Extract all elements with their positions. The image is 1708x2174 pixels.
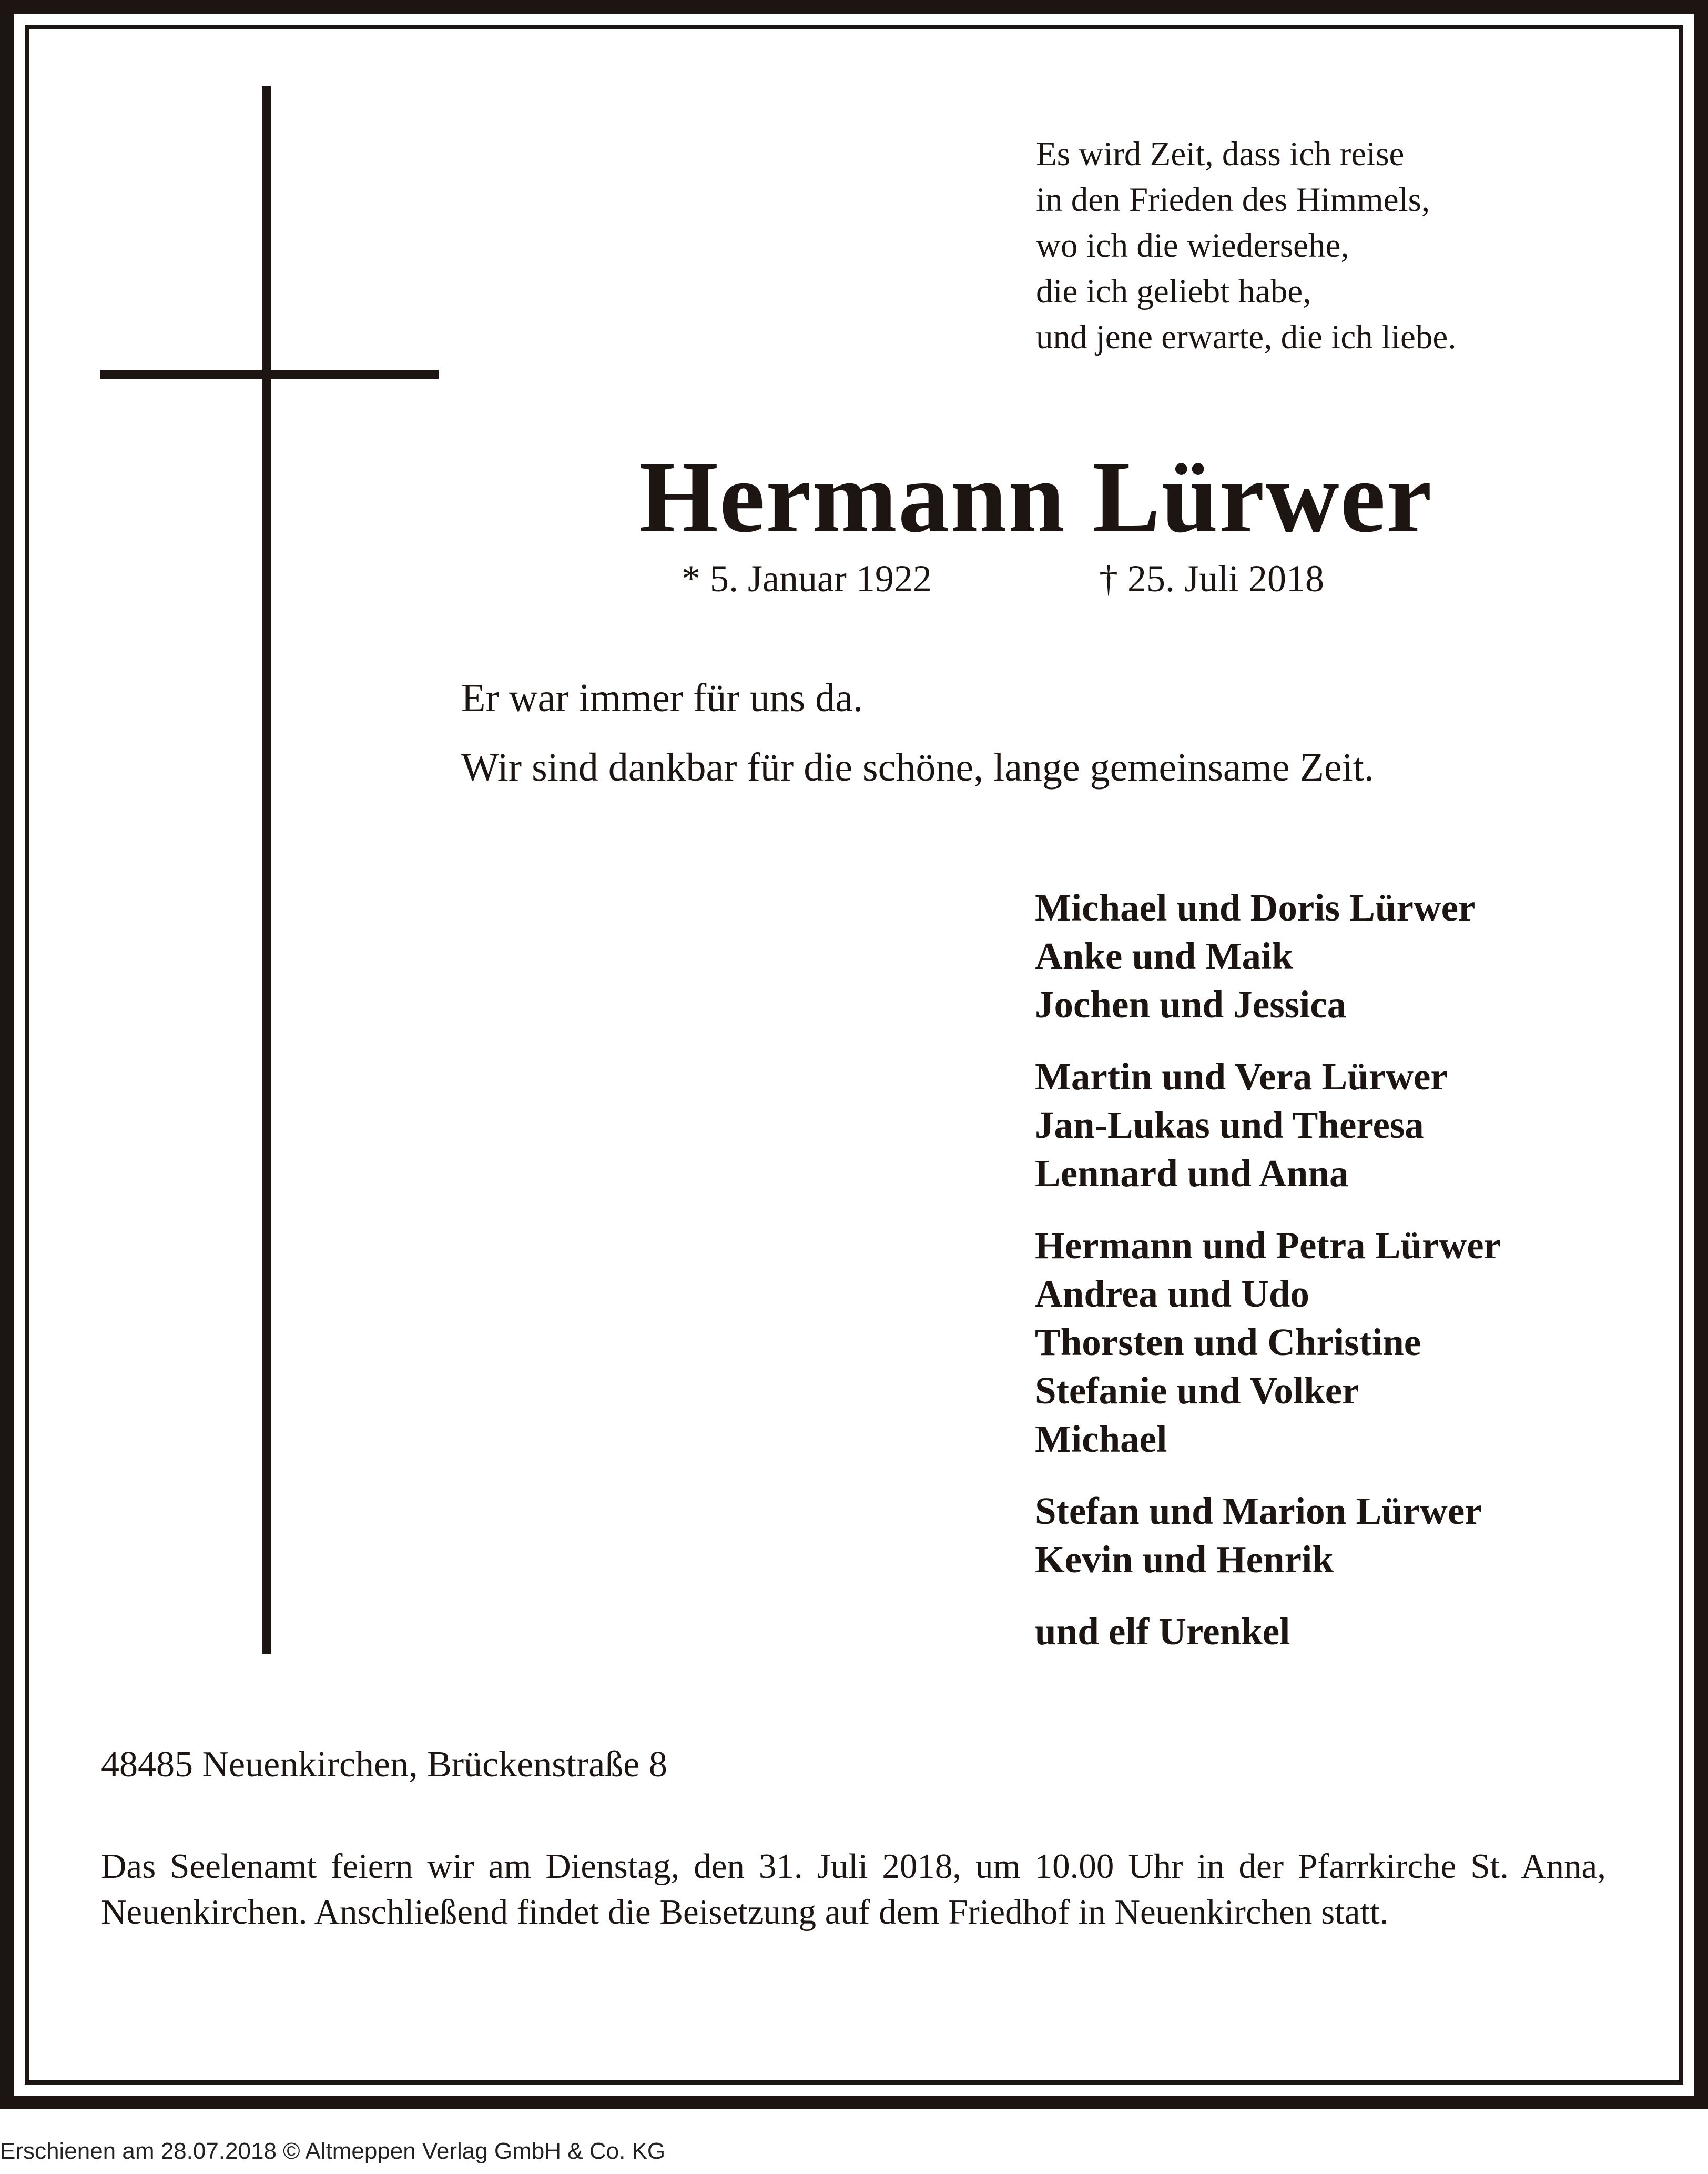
- mourner-name: Jan-Lukas und Theresa: [1035, 1104, 1424, 1146]
- tribute-text: [461, 671, 1374, 795]
- mourner-name: Andrea und Udo: [1035, 1272, 1310, 1315]
- mourner-group: [1035, 1053, 1687, 1198]
- verse-line: wo ich die wiedersehe,: [1036, 227, 1349, 265]
- tribute-line: Er war immer für uns da.: [461, 676, 863, 720]
- mourners-address: 48485 Neuenkirchen, Brückenstraße 8: [101, 1744, 667, 1785]
- death-date: † 25. Juli 2018: [1099, 558, 1325, 600]
- verse-line: die ich geliebt habe,: [1036, 272, 1312, 310]
- mourner-name: Thorsten und Christine: [1035, 1321, 1421, 1363]
- mourner-name: Lennard und Anna: [1035, 1152, 1349, 1195]
- mourner-group: [1035, 1607, 1687, 1656]
- verse-line: und jene erwarte, die ich liebe.: [1036, 318, 1457, 356]
- mourners-list: [1035, 884, 1687, 1680]
- mourner-group: [1035, 884, 1687, 1029]
- deceased-name: Hermann Lürwer: [639, 440, 1433, 553]
- mourner-name: und elf Urenkel: [1035, 1610, 1290, 1653]
- mourner-name: Hermann und Petra Lürwer: [1035, 1224, 1501, 1267]
- mourner-name: Michael: [1035, 1418, 1167, 1460]
- birth-date: * 5. Januar 1922: [682, 558, 932, 600]
- mourner-name: Anke und Maik: [1035, 935, 1293, 977]
- verse-poem: [1036, 132, 1667, 360]
- mourner-name: Stefan und Marion Lürwer: [1035, 1490, 1482, 1532]
- mourner-group: [1035, 1487, 1687, 1584]
- verse-line: Es wird Zeit, dass ich reise: [1036, 135, 1405, 173]
- mourner-name: Jochen und Jessica: [1035, 983, 1347, 1026]
- cross-icon-vertical-beam: [262, 86, 271, 1654]
- funeral-service-notice: Das Seelenamt feiern wir am Dienstag, den 31. Juli 2018, um 10.00 Uhr in der Pfarrkirche St. Anna, Neuenkirchen. Anschließend findet die Beisetzung auf dem Friedhof in Neuenkirchen statt.: [101, 1847, 1606, 1932]
- tribute-line: Wir sind dankbar für die schöne, lange gemeinsame Zeit.: [461, 745, 1374, 790]
- mourner-name: Kevin und Henrik: [1035, 1538, 1334, 1581]
- verse-line: in den Frieden des Himmels,: [1036, 181, 1430, 219]
- mourner-name: Martin und Vera Lürwer: [1035, 1055, 1448, 1098]
- cross-icon-horizontal-beam: [100, 370, 439, 379]
- mourner-name: Michael und Doris Lürwer: [1035, 886, 1476, 929]
- mourner-name: Stefanie und Volker: [1035, 1369, 1359, 1412]
- mourner-group: [1035, 1221, 1687, 1463]
- publication-credit: Erschienen am 28.07.2018 © Altmeppen Verlag GmbH & Co. KG: [0, 2138, 666, 2164]
